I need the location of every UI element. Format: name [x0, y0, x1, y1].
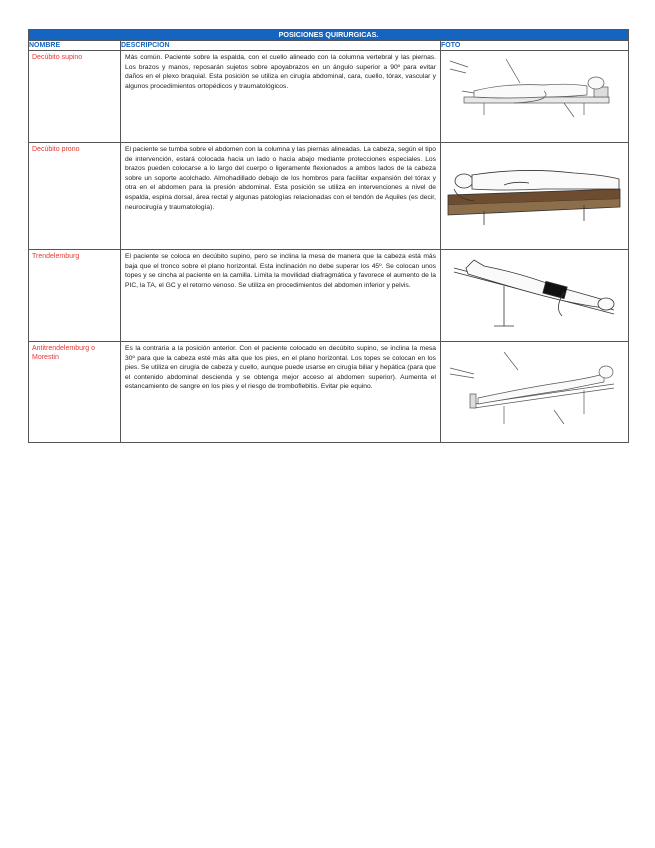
column-header-photo: FOTO — [441, 41, 629, 51]
position-name: Trendelemburg — [29, 250, 121, 342]
position-name: Antitrendelemburg o Morestin — [29, 342, 121, 443]
position-photo — [441, 143, 629, 250]
position-photo — [441, 342, 629, 443]
table-row — [29, 143, 629, 250]
position-name: Decúbito prono — [29, 143, 121, 250]
position-photo — [441, 250, 629, 342]
table-row — [29, 51, 629, 143]
supine-illustration-icon — [444, 53, 624, 133]
positions-table — [28, 29, 629, 443]
position-description: Más común. Paciente sobre la espalda, con el cuello alineado con la columna vertebral y las piernas. Los brazos y manos, reposarán sujetos sobre apoyabrazos en un ángulo superior a 90º para evitar daños en el plexo braquial. Esta posición se utiliza en cirugía abdominal, cara, cuello, tórax, vascular y algunos procedimientos ortopédicos y traumatológicos. — [121, 51, 441, 143]
column-header-description: DESCRIPCIÓN — [121, 41, 441, 51]
position-photo — [441, 51, 629, 143]
table-title: POSICIONES QUIRURGICAS. — [29, 30, 629, 41]
trendelenburg-illustration-icon — [444, 252, 624, 332]
column-header-name: NOMBRE — [29, 41, 121, 51]
position-name: Decúbito supino — [29, 51, 121, 143]
reverse-trendelenburg-illustration-icon — [444, 344, 624, 432]
prone-illustration-icon — [444, 145, 624, 241]
position-description: Es la contraria a la posición anterior. Con el paciente colocado en decúbito supino, se inclina la mesa 30º para que la cabeza esté más alta que los pies, en el plano horizontal. Los topes se colocan en los pies. Se utiliza en cirugía de cabeza y cuello, aunque puede usarse en cirugía biliar y hepática (para que el contenido abdominal descienda y se obtenga mejor acceso al abdomen superior). Aumenta el estancamiento de sangre en los pies y el riesgo de tromboflebitis. Evitar pie equino. — [121, 342, 441, 443]
position-description: El paciente se tumba sobre el abdomen con la columna y las piernas alineadas. La cabeza, según el tipo de intervención, estará colocada hacia un lado o hacia abajo mediante protecciones especiales. Los brazos pueden colocarse a lo largo del cuerpo o ligeramente flexionados a ambos lados de la cabeza sobre un soporte acolchado. Almohadillado debajo de los hombros para facilitar expansión del tórax y otra en el abdomen para la presión abdominal. Esta posición se utiliza en intervenciones a nivel de espalda, espina dorsal, área rectal y algunas patologías relacionadas con el tendón de Aquiles (es decir, neurocirugía y traumatología). — [121, 143, 441, 250]
table-row — [29, 250, 629, 342]
position-description: El paciente se coloca en decúbito supino, pero se inclina la mesa de manera que la cabeza está más baja que el tronco sobre el plano horizontal. Esta inclinación no debe superar los 45º. Se colocan unos topes y se cincha al paciente en la camilla. Limita la movilidad diafragmática y favorece el aumento de la PIC, la TA, el GC y el retorno venoso. Se utiliza en procedimientos del abdomen inferior y pelvis. — [121, 250, 441, 342]
table-row — [29, 342, 629, 443]
